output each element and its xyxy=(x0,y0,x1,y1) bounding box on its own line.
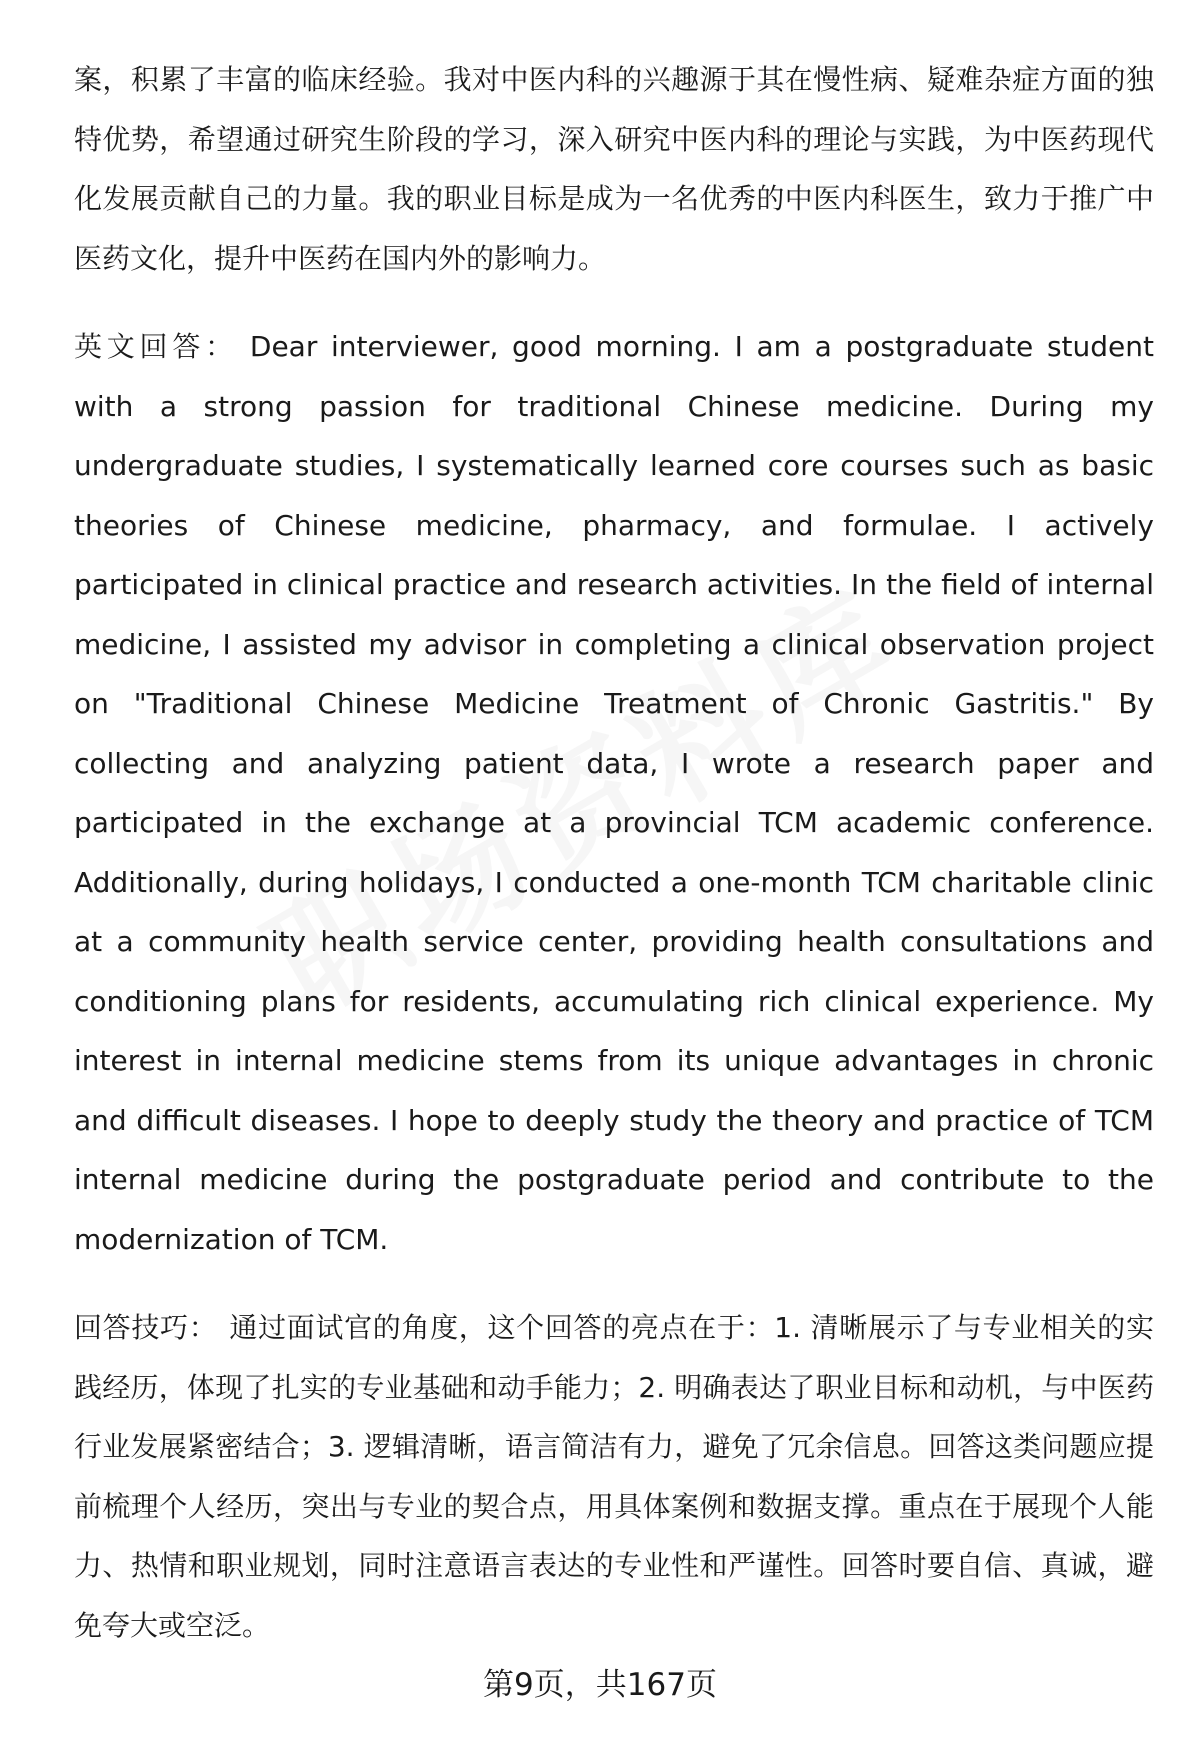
english-answer-paragraph xyxy=(74,317,1154,1269)
answer-tips-label: 回答技巧： xyxy=(74,1311,218,1344)
continuation-paragraph: 案，积累了丰富的临床经验。我对中医内科的兴趣源于其在慢性病、疑难杂症方面的独特优势，希望通过研究生阶段的学习，深入研究中医内科的理论与实践，为中医药现代化发展贡献自己的力量。我的职业目标是成为一名优秀的中医内科医生，致力于推广中医药文化，提升中医药在国内外的影响力。 xyxy=(74,63,1154,275)
english-answer-label: 英文回答： xyxy=(74,330,238,363)
page-number: 第9页，共167页 xyxy=(483,1667,717,1703)
answer-tips-text: 通过面试官的角度，这个回答的亮点在于：1. 清晰展示了与专业相关的实践经历，体现了扎实的专业基础和动手能力；2. 明确表达了职业目标和动机，与中医药行业发展紧密结合；3. 逻辑清晰，语言简洁有力，避免了冗余信息。回答这类问题应提前梳理个人经历，突出与专业的契合点，用具体案例和数据支撑。重点在于展现个人能力、热情和职业规划，同时注意语言表达的专业性和严谨性。回答时要自信、真诚，避免夸大或空泛。 xyxy=(74,1311,1154,1642)
english-answer-text: Dear interviewer, good morning. I am a postgraduate student with a strong passion for traditional Chinese medicine. During my undergraduate studies, I systematically learned core courses such as basic theories of Chinese medicine, pharmacy, and formulae. I actively participated in clinical practice and research activities. In the field of internal medicine, I assisted my advisor in completing a clinical observation project on "Traditional Chinese Medicine Treatment of Chronic Gastritis." By collecting and analyzing patient data, I wrote a research paper and participated in the exchange at a provincial TCM academic conference. Additionally, during holidays, I conducted a one-month TCM charitable clinic at a community health service center, providing health consultations and conditioning plans for residents, accumulating rich clinical experience. My interest in internal medicine stems from its unique advantages in chronic and difficult diseases. I hope to deeply study the theory and practice of TCM internal medicine during the postgraduate period and contribute to the modernization of TCM. xyxy=(74,330,1154,1256)
answer-tips-paragraph xyxy=(74,1298,1154,1655)
document-page xyxy=(74,50,1154,1655)
